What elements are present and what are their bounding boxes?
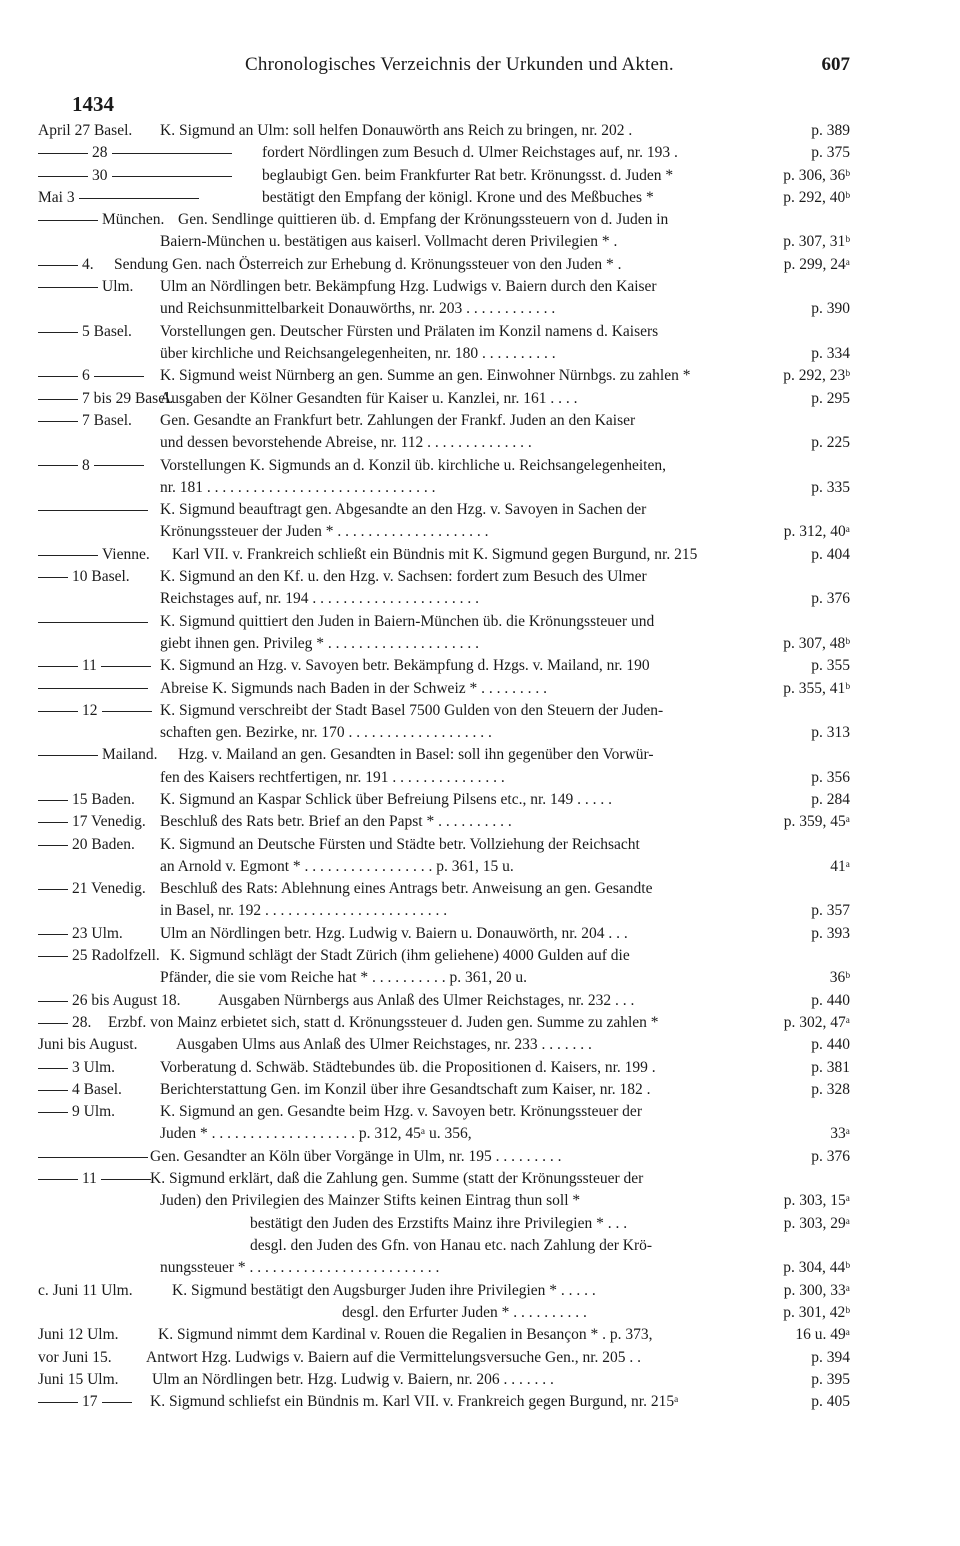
ditto-rule <box>38 265 78 266</box>
entry-text-continued: giebt ihnen gen. Privileg * . . . . . . . . . . . . . . . . . . . . <box>160 634 480 652</box>
entry-date-text: 4. <box>82 255 94 273</box>
page-reference: p. 359, 45ᵃ <box>783 813 850 831</box>
entry-date <box>38 1280 133 1302</box>
list-item <box>0 276 960 318</box>
ditto-rule <box>79 198 199 199</box>
entry-date <box>38 1034 137 1056</box>
entry-date <box>38 1369 119 1391</box>
entry-text: Vorstellungen gen. Deutscher Fürsten und Prälaten im Konzil namens d. Kaisers <box>160 322 659 340</box>
ditto-rule <box>38 1068 68 1069</box>
ditto-rule <box>38 1001 68 1002</box>
list-item <box>0 1057 960 1081</box>
entry-date-text: Ulm. <box>102 278 134 296</box>
ditto-rule <box>38 1157 148 1158</box>
list-item <box>0 1324 960 1348</box>
entry-date <box>38 321 132 343</box>
entry-text: Hzg. v. Mailand an gen. Gesandten in Basel: soll ihn gegenüber den Vorwür- <box>178 746 654 764</box>
page-reference: p. 301, 42ᵇ <box>783 1303 850 1321</box>
entry-date-text: c. Juni 11 Ulm. <box>38 1281 133 1299</box>
page-reference: p. 376 <box>811 590 850 608</box>
ditto-rule <box>38 1023 68 1024</box>
ditto-rule <box>38 800 68 801</box>
ditto-rule <box>38 889 68 890</box>
list-item <box>0 1213 960 1237</box>
entry-text-continued: schaften gen. Bezirke, nr. 170 . . . . . . . . . . . . . . . . . . . <box>160 724 492 742</box>
entry-text-continued: über kirchliche und Reichsangelegenheiten, nr. 180 . . . . . . . . . . <box>160 344 556 362</box>
page-number: 607 <box>821 54 850 75</box>
entry-text: K. Sigmund quittiert den Juden in Baiern-München üb. die Krönungssteuer und <box>160 612 655 630</box>
entry-text: Ausgaben Nürnbergs aus Anlaß des Ulmer Reichstages, nr. 232 . . . <box>218 991 635 1009</box>
entry-date-text: 25 Radolfzell. <box>72 947 160 965</box>
ditto-rule <box>38 688 148 689</box>
entry-date <box>38 499 152 521</box>
entry-date <box>38 276 133 298</box>
entry-text-continued: und dessen bevorstehende Abreise, nr. 112 . . . . . . . . . . . . . . <box>160 434 532 452</box>
entry-date <box>38 1391 136 1413</box>
ditto-rule <box>38 153 88 154</box>
entry-text: Vorstellungen K. Sigmunds an d. Konzil üb. kirchliche u. Reichsangelegenheiten, <box>160 456 666 474</box>
entry-date-text: 30 <box>92 166 108 184</box>
page-reference: p. 393 <box>811 924 850 942</box>
list-item <box>0 455 960 496</box>
ditto-rule <box>38 421 78 422</box>
page-reference: 33ᵃ <box>830 1125 850 1143</box>
list-item <box>0 321 960 362</box>
entry-date <box>38 990 181 1012</box>
list-item <box>0 1146 960 1170</box>
page-reference: p. 375 <box>811 144 850 162</box>
page-reference: p. 355, 41ᵇ <box>783 679 850 697</box>
list-item <box>0 990 960 1014</box>
entry-date <box>38 945 160 967</box>
list-item <box>0 165 960 189</box>
entry-date-text: 28. <box>72 1014 92 1031</box>
list-item <box>0 834 960 875</box>
page-reference: p. 313 <box>811 724 850 742</box>
entry-date <box>38 655 155 677</box>
page-reference: p. 357 <box>811 902 850 920</box>
entry-date <box>38 388 173 410</box>
year-heading: 1434 <box>72 92 114 116</box>
entry-date-text: 11 <box>82 657 97 675</box>
ditto-rule <box>38 176 88 177</box>
page-reference: p. 307, 31ᵇ <box>783 233 850 251</box>
ditto-rule <box>94 465 144 466</box>
list-item <box>0 410 960 452</box>
list-item <box>0 700 960 742</box>
entry-text-continued: Baiern-München u. bestätigen aus kaiserl. Vollmacht deren Privilegien * . <box>160 233 618 251</box>
entry-text: K. Sigmund an Hzg. v. Savoyen betr. Bekämpfung d. Hzgs. v. Mailand, nr. 190 <box>160 657 650 675</box>
entry-date-text: 12 <box>82 701 98 719</box>
entry-date <box>38 142 236 164</box>
list-item <box>0 1168 960 1210</box>
list-item <box>0 1235 960 1277</box>
entry-date <box>38 811 146 833</box>
page-reference: p. 300, 33ᵃ <box>783 1281 850 1299</box>
entry-date-text: 17 <box>82 1393 98 1411</box>
entry-text: K. Sigmund an gen. Gesandte beim Hzg. v. Savoyen betr. Krönungssteuer der <box>160 1103 642 1121</box>
entry-text-continued: nungssteuer * . . . . . . . . . . . . . . . . . . . . . . . . . <box>160 1259 440 1277</box>
list-item <box>0 544 960 568</box>
entry-text: Berichterstattung Gen. im Konzil über ihre Gesandtschaft zum Kaiser, nr. 182 . <box>160 1080 651 1098</box>
entry-date-text: 3 Ulm. <box>72 1058 116 1076</box>
ditto-rule <box>38 1402 78 1403</box>
ditto-rule <box>38 510 148 511</box>
ditto-rule <box>112 153 232 154</box>
ditto-rule <box>38 622 148 623</box>
entry-text: Abreise K. Sigmunds nach Baden in der Schweiz * . . . . . . . . . <box>160 679 548 697</box>
entry-date-text: vor Juni 15. <box>38 1348 112 1366</box>
list-item <box>0 209 960 251</box>
list-item <box>0 187 960 211</box>
page-reference: p. 440 <box>811 1036 850 1054</box>
entry-text-continued: Pfänder, die sie vom Reiche hat * . . . . . . . . . . p. 361, 20 u. <box>160 969 528 987</box>
entry-text-continued: nr. 181 . . . . . . . . . . . . . . . . . . . . . . . . . . . . . . <box>160 478 436 496</box>
page-reference: p. 389 <box>811 122 850 139</box>
page-reference: p. 292, 23ᵇ <box>783 367 850 385</box>
entry-date-text: 23 Ulm. <box>72 924 123 942</box>
list-item <box>0 499 960 541</box>
entry-text: K. Sigmund weist Nürnberg an gen. Summe an gen. Einwohner Nürnbgs. zu zahlen * <box>160 367 691 385</box>
entry-date <box>38 1079 122 1101</box>
entry-date <box>38 544 150 566</box>
ditto-rule <box>38 956 68 957</box>
entry-date <box>38 700 156 722</box>
ditto-rule <box>38 555 98 556</box>
page-reference: p. 334 <box>811 344 850 362</box>
page-reference: p. 390 <box>811 300 850 318</box>
entry-text-continued: Krönungssteuer der Juden * . . . . . . . . . . . . . . . . . . . . <box>160 523 489 541</box>
entry-text: Gen. Sendlinge quittieren üb. d. Empfang der Krönungssteuern von d. Juden in <box>178 211 669 229</box>
entry-date-text: Vienne. <box>102 545 150 563</box>
list-item <box>0 878 960 920</box>
ditto-rule <box>38 822 68 823</box>
ditto-rule <box>38 1112 68 1113</box>
entry-date <box>38 254 94 276</box>
page-reference: p. 356 <box>811 768 850 786</box>
entry-date <box>38 1168 155 1190</box>
entry-text-continued: an Arnold v. Egmont * . . . . . . . . . . . . . . . . . p. 361, 15 u. <box>160 857 514 875</box>
entry-text: Ausgaben Ulms aus Anlaß des Ulmer Reichstages, nr. 233 . . . . . . . <box>176 1036 592 1054</box>
page-reference: p. 306, 36ᵇ <box>783 166 850 184</box>
entry-date-text: 20 Baden. <box>72 835 135 853</box>
entry-date <box>38 209 164 231</box>
entry-date <box>38 165 236 187</box>
entry-text: Antwort Hzg. Ludwigs v. Baiern auf die Vermittelungsversuche Gen., nr. 205 . . <box>146 1348 642 1366</box>
page-reference: p. 395 <box>811 1370 850 1388</box>
ditto-rule <box>38 845 68 846</box>
entry-date-text: 10 Basel. <box>72 568 130 585</box>
entry-text: Beschluß des Rats: Ablehnung eines Antrags betr. Anweisung an gen. Gesandte <box>160 880 653 898</box>
list-item <box>0 923 960 947</box>
entry-text-continued: fen des Kaisers rechtfertigen, nr. 191 . . . . . . . . . . . . . . . <box>160 768 505 786</box>
entry-text-continued: Juden * . . . . . . . . . . . . . . . . . . . p. 312, 45ᵃ u. 356, <box>160 1125 472 1143</box>
entry-date <box>38 120 132 142</box>
entry-text: Erzbf. von Mainz erbietet sich, statt d. Krönungssteuer d. Juden gen. Summe zu zahlen * <box>108 1014 659 1031</box>
ditto-rule <box>112 176 232 177</box>
entry-text: K. Sigmund an den Kf. u. den Hzg. v. Sachsen: fordert zum Besuch des Ulmer <box>160 568 647 585</box>
list-item <box>0 678 960 702</box>
entry-text: Ulm an Nördlingen betr. Hzg. Ludwig v. Baiern u. Donauwörth, nr. 204 . . . <box>160 924 628 942</box>
entry-text-continued: in Basel, nr. 192 . . . . . . . . . . . . . . . . . . . . . . . . <box>160 902 448 920</box>
entry-text: K. Sigmund verschreibt der Stadt Basel 7500 Gulden von den Steuern der Juden- <box>160 701 664 719</box>
page-reference: p. 303, 29ᵃ <box>783 1214 850 1232</box>
entry-date-text: Mai 3 <box>38 188 75 206</box>
entry-date <box>38 789 135 811</box>
page-reference: p. 312, 40ᵃ <box>783 523 850 541</box>
page-reference: 16 u. 49ᵃ <box>795 1326 850 1344</box>
list-item <box>0 1012 960 1036</box>
list-item <box>0 566 960 608</box>
entry-text: Karl VII. v. Frankreich schließt ein Bündnis mit K. Sigmund gegen Burgund, nr. 215 <box>172 545 698 563</box>
list-item <box>0 811 960 835</box>
entry-text-continued: und Reichsunmittelbarkeit Donauwörths, nr. 203 . . . . . . . . . . . . <box>160 300 556 318</box>
ditto-rule <box>101 1179 151 1180</box>
entry-date-text: 11 <box>82 1170 97 1188</box>
page-reference: p. 404 <box>811 545 850 563</box>
entry-date <box>38 1057 115 1079</box>
page-reference: p. 284 <box>811 791 850 808</box>
ditto-rule <box>38 577 68 578</box>
entry-text: K. Sigmund an Kaspar Schlick über Befreiung Pilsens etc., nr. 149 . . . . . <box>160 791 613 808</box>
page-header <box>0 54 960 84</box>
ditto-rule <box>38 666 78 667</box>
entry-date-text: 6 <box>82 367 90 385</box>
entry-date-text: 9 Ulm. <box>72 1103 116 1121</box>
ditto-rule <box>38 376 78 377</box>
entry-date <box>38 187 203 209</box>
list-item <box>0 1369 960 1393</box>
page-reference: p. 376 <box>811 1147 850 1165</box>
list-item <box>0 1347 960 1371</box>
entry-date-text: 17 Venedig. <box>72 813 146 831</box>
ditto-rule <box>38 934 68 935</box>
entry-date <box>38 1012 91 1034</box>
ditto-rule <box>38 399 78 400</box>
entry-date <box>38 744 158 766</box>
ditto-rule <box>38 1090 68 1091</box>
entry-date-text: 4 Basel. <box>72 1080 122 1098</box>
ditto-rule <box>101 666 151 667</box>
ditto-rule <box>94 376 144 377</box>
page-reference: p. 394 <box>811 1348 850 1366</box>
list-item <box>0 1302 960 1326</box>
entry-date <box>38 611 152 633</box>
entry-date-text: 15 Baden. <box>72 791 135 808</box>
ditto-rule <box>38 1179 78 1180</box>
ditto-rule <box>38 711 78 712</box>
ditto-rule <box>38 755 98 756</box>
entry-text: K. Sigmund an Ulm: soll helfen Donauwörth ans Reich zu bringen, nr. 202 . <box>160 122 633 139</box>
entry-text: Beschluß des Rats betr. Brief an den Papst * . . . . . . . . . . <box>160 813 512 831</box>
entry-date <box>38 566 130 588</box>
list-item <box>0 1101 960 1143</box>
page-reference: 41ᵃ <box>830 857 850 875</box>
entry-date-text: 7 Basel. <box>82 411 132 429</box>
entry-date <box>38 365 148 387</box>
entry-text: beglaubigt Gen. beim Frankfurter Rat betr. Krönungsst. d. Juden * <box>262 166 674 184</box>
entry-text: bestätigt den Empfang der königl. Krone und des Meßbuches * <box>262 188 654 206</box>
entry-date-text: 7 bis 29 Basel. <box>82 389 174 407</box>
entry-date <box>38 1101 115 1123</box>
page-reference: p. 307, 48ᵇ <box>783 634 850 652</box>
page-reference: p. 381 <box>811 1058 850 1076</box>
page-reference: p. 440 <box>811 991 850 1009</box>
list-item <box>0 142 960 166</box>
entry-text: fordert Nördlingen zum Besuch d. Ulmer Reichstages auf, nr. 193 . <box>262 144 678 162</box>
ditto-rule <box>38 465 78 466</box>
entry-text: K. Sigmund beauftragt gen. Abgesandte an den Hzg. v. Savoyen in Sachen der <box>160 501 647 519</box>
page-reference: p. 292, 40ᵇ <box>783 188 850 206</box>
entry-date-text: 5 Basel. <box>82 322 132 340</box>
entry-date-text: Juni 12 Ulm. <box>38 1326 119 1344</box>
entry-date <box>38 410 132 432</box>
page-reference: p. 295 <box>811 389 850 407</box>
entry-text: Gen. Gesandter an Köln über Vorgänge in Ulm, nr. 195 . . . . . . . . . <box>150 1147 562 1165</box>
list-item <box>0 1391 960 1415</box>
entry-date <box>38 1146 152 1168</box>
entry-text-continued: Juden) den Privilegien des Mainzer Stifts keinen Eintrag thun soll * <box>160 1192 581 1210</box>
page-reference: p. 225 <box>811 434 850 452</box>
list-item <box>0 254 960 278</box>
entry-date <box>38 923 123 945</box>
entry-date <box>38 834 135 856</box>
entry-text: Sendung Gen. nach Österreich zur Erhebung d. Krönungssteuer von den Juden * . <box>114 255 622 273</box>
entry-date-text: Juni bis August. <box>38 1036 138 1054</box>
entry-text: K. Sigmund bestätigt den Augsburger Juden ihre Privilegien * . . . . . <box>172 1281 596 1299</box>
ditto-rule <box>38 220 98 221</box>
entry-text: Ulm an Nördlingen betr. Hzg. Ludwig v. Baiern, nr. 206 . . . . . . . <box>152 1370 554 1388</box>
list-item <box>0 388 960 412</box>
list-item <box>0 789 960 813</box>
page-reference: p. 304, 44ᵇ <box>783 1259 850 1277</box>
list-item <box>0 1079 960 1103</box>
entry-text: K. Sigmund schlägt der Stadt Zürich (ihm geliehene) 4000 Gulden auf die <box>170 947 630 965</box>
entry-text-continued: Reichstages auf, nr. 194 . . . . . . . . . . . . . . . . . . . . . . <box>160 590 480 608</box>
page-reference: p. 303, 15ᵃ <box>783 1192 850 1210</box>
ditto-rule <box>38 332 78 333</box>
entry-date <box>38 1324 119 1346</box>
entry-text: desgl. den Juden des Gfn. von Hanau etc. nach Zahlung der Krö- <box>250 1237 653 1254</box>
entry-text: Ulm an Nördlingen betr. Bekämpfung Hzg. Ludwigs v. Baiern durch den Kaiser <box>160 278 657 296</box>
list-item <box>0 1280 960 1304</box>
entry-text: K. Sigmund an Deutsche Fürsten und Städte betr. Vollziehung der Reichsacht <box>160 835 640 853</box>
ditto-rule <box>102 711 152 712</box>
entry-text: desgl. den Erfurter Juden * . . . . . . . . . . <box>342 1303 587 1321</box>
entry-date-text: 26 bis August 18. <box>72 991 181 1009</box>
page-reference: p. 299, 24ᵃ <box>783 255 850 273</box>
ditto-rule <box>102 1402 132 1403</box>
page-reference: p. 328 <box>811 1080 850 1098</box>
entry-date <box>38 678 152 700</box>
entry-date-text: April 27 Basel. <box>38 122 133 139</box>
page-reference: p. 405 <box>811 1393 850 1411</box>
page-reference: 36ᵇ <box>829 969 850 987</box>
entry-date-text: 21 Venedig. <box>72 880 146 898</box>
list-item <box>0 655 960 679</box>
entry-date <box>38 1347 112 1369</box>
page-reference: p. 335 <box>811 478 850 496</box>
list-item <box>0 945 960 987</box>
entry-date-text: München. <box>102 211 165 229</box>
entry-date-text: 28 <box>92 144 108 162</box>
page-reference: p. 355 <box>811 657 850 675</box>
ditto-rule <box>38 287 98 288</box>
entry-text: Vorberatung d. Schwäb. Städtebundes üb. die Propositionen d. Kaisers, nr. 199 . <box>160 1058 656 1076</box>
entry-text: Ausgaben der Kölner Gesandten für Kaiser u. Kanzlei, nr. 161 . . . . <box>160 389 578 407</box>
entry-date-text: Juni 15 Ulm. <box>38 1370 119 1388</box>
entry-date <box>38 455 148 477</box>
page-reference: p. 302, 47ᵃ <box>783 1014 850 1031</box>
list-item <box>0 744 960 786</box>
running-title: Chronologisches Verzeichnis der Urkunden und Akten. <box>245 54 674 75</box>
entry-text: K. Sigmund schliefst ein Bündnis m. Karl VII. v. Frankreich gegen Burgund, nr. 215ᵃ <box>150 1393 679 1411</box>
entry-date-text: Mailand. <box>102 746 158 764</box>
list-item <box>0 1034 960 1058</box>
entry-date-text: 8 <box>82 456 90 474</box>
entry-text: bestätigt den Juden des Erzstifts Mainz ihre Privilegien * . . . <box>250 1214 628 1232</box>
entry-date <box>38 878 146 900</box>
list-item <box>0 611 960 652</box>
entry-text: K. Sigmund erklärt, daß die Zahlung gen. Summe (statt der Krönungssteuer der <box>150 1170 644 1188</box>
list-item <box>0 120 960 144</box>
list-item <box>0 365 960 389</box>
entry-text: K. Sigmund nimmt dem Kardinal v. Rouen die Regalien in Besançon * . p. 373, <box>158 1326 653 1344</box>
entry-text: Gen. Gesandte an Frankfurt betr. Zahlungen der Frankf. Juden an den Kaiser <box>160 411 636 429</box>
